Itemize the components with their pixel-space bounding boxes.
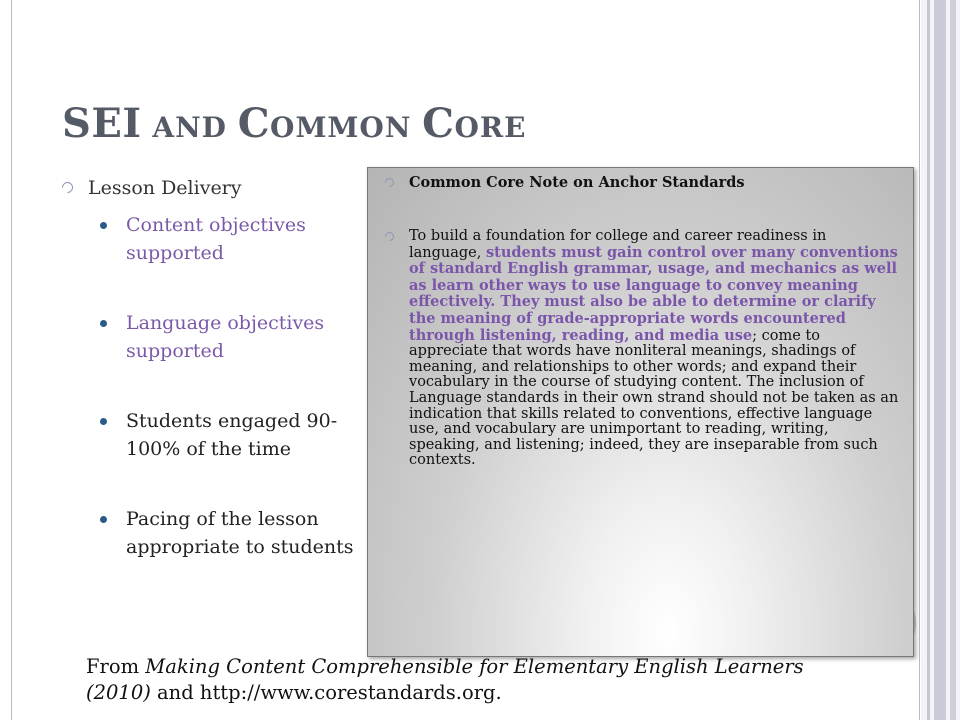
bullet-dot-icon xyxy=(100,222,107,229)
title-part: OMMON xyxy=(270,111,423,144)
lesson-delivery-list xyxy=(62,175,362,603)
title-part: C xyxy=(422,100,455,147)
list-item xyxy=(100,505,362,561)
citation-book-title: Making Content Comprehensible for Elementary English Learners (2010) xyxy=(86,655,804,704)
note-heading: Common Core Note on Anchor Standards xyxy=(409,174,745,191)
title-part: SEI xyxy=(62,100,142,147)
note-body xyxy=(385,229,900,469)
list-heading-text: Lesson Delivery xyxy=(88,177,242,199)
bullet-dot-icon xyxy=(100,516,107,523)
side-bar-1 xyxy=(927,0,930,720)
note-body-row xyxy=(385,229,900,469)
side-bar-2 xyxy=(934,0,946,720)
circle-bullet-icon xyxy=(60,180,76,196)
citation xyxy=(86,654,846,706)
list-item-text: Content objectives supported xyxy=(126,214,306,264)
title-part: ORE xyxy=(454,111,527,144)
citation-prefix: From xyxy=(86,655,146,678)
list-item-text: Language objectives supported xyxy=(126,312,325,362)
title-part: C xyxy=(237,100,271,147)
list-item xyxy=(100,309,362,365)
citation-suffix: and http://www.corestandards.org. xyxy=(150,681,502,704)
note-heading-row xyxy=(385,175,900,191)
list-heading-item xyxy=(62,175,362,201)
side-bar-3 xyxy=(950,0,956,720)
note-body-post: ; come to appreciate that words have nonliteral meanings, shadings of meaning, and relationships to other words; and expand their vocabulary in the course of studying content. The inclusion of Language standards in their own strand should not be taken as an indication that skills related to conventions, effective language use, and vocabulary are unimportant to reading, writing, speaking, and listening; indeed, they are inseparable from such contexts. xyxy=(409,327,899,469)
slide-title xyxy=(62,100,527,147)
list-item-text: Students engaged 90-100% of the time xyxy=(126,410,338,460)
bullet-dot-icon xyxy=(100,418,107,425)
list-item-text: Pacing of the lesson appropriate to students xyxy=(126,508,354,558)
list-item xyxy=(100,211,362,267)
list-item xyxy=(100,407,362,463)
sub-list xyxy=(62,211,362,561)
note-body-pre: To build a foundation for college and career readiness in language, xyxy=(409,228,827,261)
bullet-dot-icon xyxy=(100,320,107,327)
note-body-highlight: students must gain control over many conventions of standard English grammar, usage, and mechanics as well as learn other ways to use language to convey meaning effectively. They must also be able to determine or clarify the meaning of grade-appropriate words encountered through listening, reading, and media use xyxy=(409,243,898,344)
decorative-side-bars xyxy=(921,0,960,720)
title-part: AND xyxy=(141,111,238,144)
